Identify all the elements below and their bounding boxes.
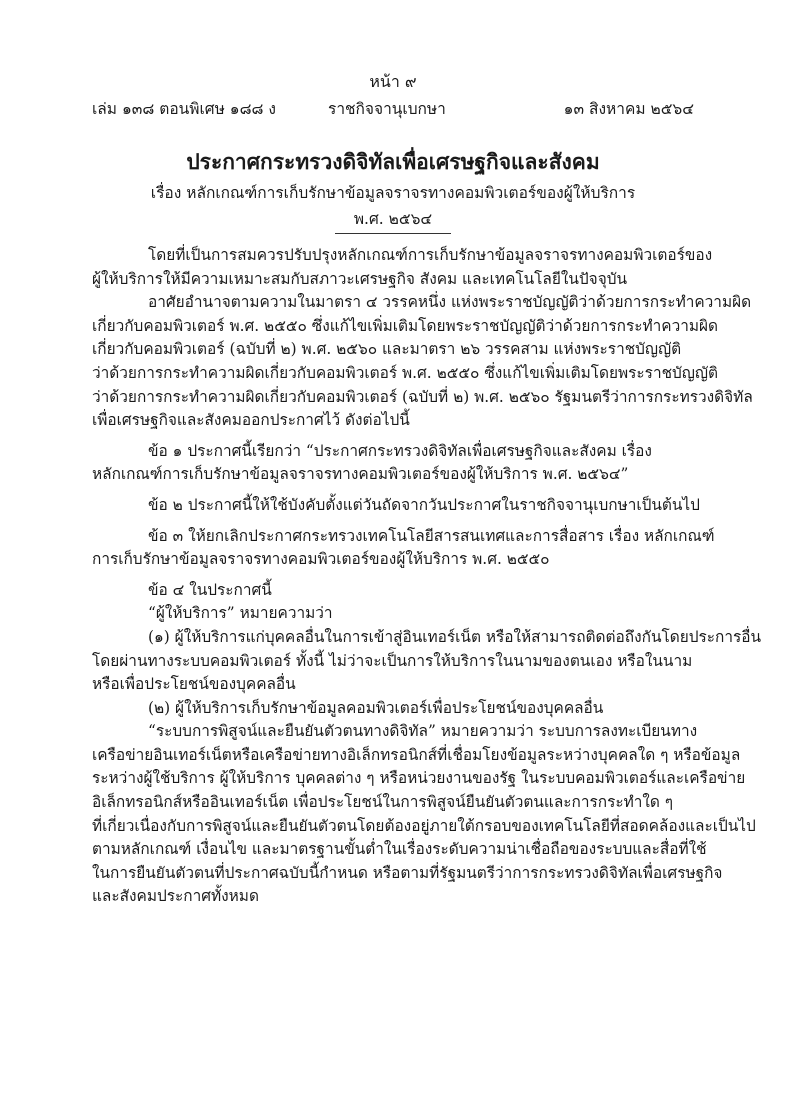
body-line: ผู้ให้บริการให้มีความเหมาะสมกับสภาวะเศรษฐกิจ สังคม และเทคโนโลยีในปัจจุบัน <box>92 269 628 288</box>
gazette-header <box>92 96 694 118</box>
volume-issue: เล่ม ๑๓๘ ตอนพิเศษ ๑๘๘ ง <box>92 100 276 118</box>
body-line: และสังคมประกาศทั้งหมด <box>92 887 259 906</box>
body-line: “ระบบการพิสูจน์และยืนยันตัวตนทางดิจิทัล” หมายความว่า ระบบการลงทะเบียนทาง <box>148 722 698 741</box>
body-line: โดยที่เป็นการสมควรปรับปรุงหลักเกณฑ์การเก็บรักษาข้อมูลจราจรทางคอมพิวเตอร์ของ <box>148 246 713 264</box>
body-line: ข้อ ๑ ประกาศนี้เรียกว่า “ประกาศกระทรวงดิจิทัลเพื่อเศรษฐกิจและสังคม เรื่อง <box>148 441 652 460</box>
announcement-subject: เรื่อง หลักเกณฑ์การเก็บรักษาข้อมูลจราจรทางคอมพิวเตอร์ของผู้ให้บริการ <box>150 184 636 202</box>
body-line: ว่าด้วยการกระทำความผิดเกี่ยวกับคอมพิวเตอร์ (ฉบับที่ ๒) พ.ศ. ๒๕๖๐ รัฐมนตรีว่าการกระทรวงดิจิทัล <box>92 387 753 406</box>
page-number: หน้า ๙ <box>369 72 417 91</box>
body-line: หรือเพื่อประโยชน์ของบุคคลอื่น <box>92 675 296 694</box>
announcement-title: ประกาศกระทรวงดิจิทัลเพื่อเศรษฐกิจและสังคม <box>186 149 600 174</box>
body-line: ตามหลักเกณฑ์ เงื่อนไข และมาตรฐานขั้นต่ำในเรื่องระดับความน่าเชื่อถือของระบบและสื่อที่ใช้ <box>92 840 707 859</box>
body-line: การเก็บรักษาข้อมูลจราจรทางคอมพิวเตอร์ของผู้ให้บริการ พ.ศ. ๒๕๕๐ <box>92 550 550 569</box>
journal-name: ราชกิจจานุเบกษา <box>328 100 446 118</box>
body-line: ที่เกี่ยวเนื่องกับการพิสูจน์และยืนยันตัวตนโดยต้องอยู่ภายใต้กรอบของเทคโนโลยีที่สอดคล้องและเป็นไป <box>92 816 756 835</box>
body-line: หลักเกณฑ์การเก็บรักษาข้อมูลจราจรทางคอมพิวเตอร์ของผู้ให้บริการ พ.ศ. ๒๕๖๔” <box>92 465 629 484</box>
body-line: (๒) ผู้ให้บริการเก็บรักษาข้อมูลคอมพิวเตอร์เพื่อประโยชน์ของบุคคลอื่น <box>148 698 604 717</box>
body-line: เครือข่ายอินเทอร์เน็ตหรือเครือข่ายทางอิเล็กทรอนิกส์ที่เชื่อมโยงข้อมูลระหว่างบุคคลใด ๆ หรือข้อมูล <box>92 745 741 764</box>
body-line: (๑) ผู้ให้บริการแก่บุคคลอื่นในการเข้าสู่อินเทอร์เน็ต หรือให้สามารถติดต่อถึงกันโดยประการอื่น <box>148 627 762 646</box>
publication-date: ๑๓ สิงหาคม ๒๕๖๔ <box>563 100 694 118</box>
announcement-year: พ.ศ. ๒๕๖๔ <box>353 210 433 228</box>
body-line: อาศัยอำนาจตามความในมาตรา ๔ วรรคหนึ่ง แห่งพระราชบัญญัติว่าด้วยการกระทำความผิด <box>148 293 752 312</box>
body-line: ในการยืนยันตัวตนที่ประกาศฉบับนี้กำหนด หรือตามที่รัฐมนตรีว่าการกระทรวงดิจิทัลเพื่อเศรษฐกิจ <box>92 863 723 882</box>
body-line: อิเล็กทรอนิกส์หรืออินเทอร์เน็ต เพื่อประโยชน์ในการพิสูจน์ยืนยันตัวตนและการกระทำใด ๆ <box>92 793 674 812</box>
body-line: เกี่ยวกับคอมพิวเตอร์ พ.ศ. ๒๕๕๐ ซึ่งแก้ไขเพิ่มเติมโดยพระราชบัญญัติว่าด้วยการกระทำความผิด <box>92 316 719 335</box>
body-line: เกี่ยวกับคอมพิวเตอร์ (ฉบับที่ ๒) พ.ศ. ๒๕๖๐ และมาตรา ๒๖ วรรคสาม แห่งพระราชบัญญัติ <box>92 340 682 359</box>
body-line: ระหว่างผู้ใช้บริการ ผู้ให้บริการ บุคคลต่าง ๆ หรือหน่วยงานของรัฐ ในระบบคอมพิวเตอร์และเครือข่าย <box>92 769 746 788</box>
body-line: “ผู้ให้บริการ” หมายความว่า <box>148 604 333 623</box>
body-line: ว่าด้วยการกระทำความผิดเกี่ยวกับคอมพิวเตอร์ พ.ศ. ๒๕๕๐ ซึ่งแก้ไขเพิ่มเติมโดยพระราชบัญญัติ <box>92 363 719 382</box>
body-line: เพื่อเศรษฐกิจและสังคมออกประกาศไว้ ดังต่อไปนี้ <box>92 411 410 430</box>
title-divider <box>335 233 451 234</box>
body-line: ข้อ ๓ ให้ยกเลิกประกาศกระทรวงเทคโนโลยีสารสนเทศและการสื่อสาร เรื่อง หลักเกณฑ์ <box>148 526 715 545</box>
body-line: โดยผ่านทางระบบคอมพิวเตอร์ ทั้งนี้ ไม่ว่าจะเป็นการให้บริการในนามของตนเอง หรือในนาม <box>92 651 693 670</box>
body-line: ข้อ ๔ ในประกาศนี้ <box>148 580 272 599</box>
announcement-body <box>92 244 762 909</box>
body-line: ข้อ ๒ ประกาศนี้ให้ใช้บังคับตั้งแต่วันถัดจากวันประกาศในราชกิจจานุเบกษาเป็นต้นไป <box>148 495 700 514</box>
